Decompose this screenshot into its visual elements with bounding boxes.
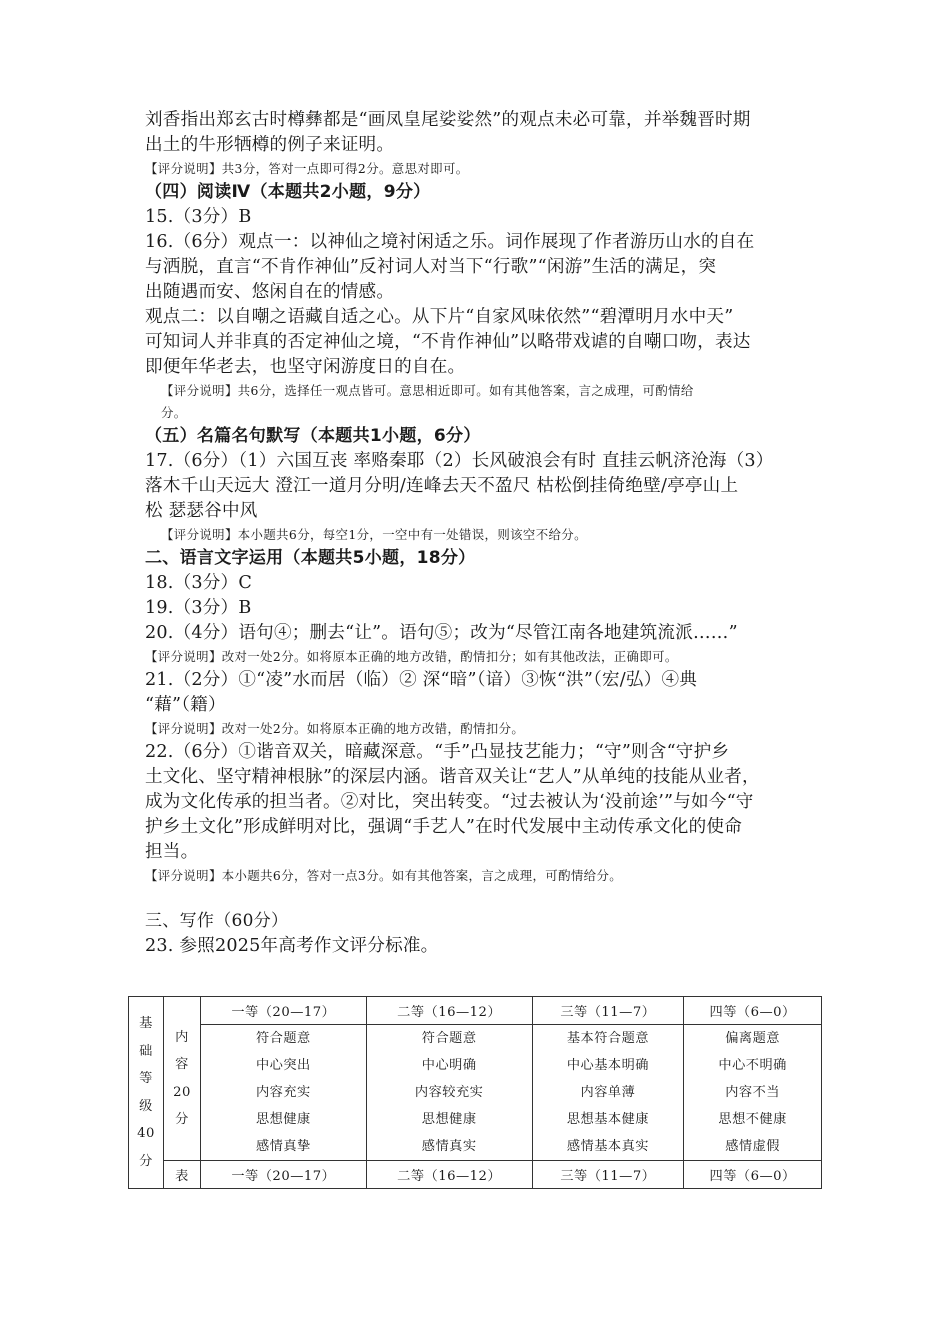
scoring-note: 【评分说明】共3分，答对一点即可得2分。意思对即可。 [145, 161, 469, 176]
grade-content-2: 符合题意 中心明确 内容较充实 思想健康 感情真实 [366, 1025, 532, 1161]
section-heading-language: 二、语言文字运用（本题共5小题，18分） [145, 548, 476, 568]
grade-content-4: 偏离题意 中心不明确 内容不当 思想不健康 感情虚假 [684, 1025, 822, 1161]
answer-21: 21.（2分）①“凌”水而居（临）② 深“暗”（谙）③恢“洪”（宏/弘）④典 [145, 670, 698, 690]
grade-header: 三等（11—7） [532, 1161, 684, 1189]
grade-header: 四等（6—0） [684, 997, 822, 1025]
scoring-note: 【评分说明】共6分，选择任一观点皆可。意思相近即可。如有其他答案，言之成理，可酌情给 [161, 383, 694, 398]
answer-18: 18.（3分）C [145, 573, 253, 593]
grade-header: 四等（6—0） [684, 1161, 822, 1189]
grade-header: 一等（20—17） [201, 1161, 367, 1189]
scoring-note: 【评分说明】本小题共6分，每空1分，一空中有一处错误，则该空不给分。 [161, 527, 587, 542]
section-heading-recitation: （五）名篇名句默写（本题共1小题，6分） [145, 426, 481, 446]
text-line: 护乡土文化”形成鲜明对比，强调“手艺人”在时代发展中主动传承文化的使命 [145, 817, 742, 837]
grade-header: 三等（11—7） [532, 997, 684, 1025]
answer-20: 20.（4分）语句④；删去“让”。语句⑤；改为“尽管江南各地建筑流派……” [145, 623, 738, 643]
text-line: 与洒脱，直言“不肯作神仙”反衬词人对当下“行歌”“闲游”生活的满足，突 [145, 257, 717, 277]
text-line: 可知词人并非真的否定神仙之境，“不肯作神仙”以略带戏谑的自嘲口吻，表达 [145, 332, 751, 352]
answer-19: 19.（3分）B [145, 598, 252, 618]
text-line: 观点二：以自嘲之语藏自适之心。从下片“自家风味依然”“碧潭明月水中天” [145, 307, 734, 327]
answer-22: 22.（6分）①谐音双关，暗藏深意。“手”凸显技艺能力；“守”则含“守护乡 [145, 742, 730, 762]
section-heading-writing: 三、写作（60分） [145, 911, 289, 931]
text-line: 出随遇而安、悠闲自在的情感。 [145, 282, 395, 302]
text-line: “藉”（籍） [145, 695, 226, 715]
expression-label: 表 [164, 1161, 201, 1189]
answer-23: 23. 参照2025年高考作文评分标准。 [145, 936, 439, 956]
scoring-note: 【评分说明】本小题共6分，答对一点3分。如有其他答案，言之成理，可酌情给分。 [145, 868, 623, 883]
text-line: 出土的牛形牺樽的例子来证明。 [145, 135, 395, 155]
section-heading-reading-4: （四）阅读Ⅳ（本题共2小题，9分） [145, 182, 431, 202]
text-line: 落木千山天远大 澄江一道月分明/连峰去天不盈尺 枯松倒挂倚绝壁/亭亭山上 [145, 476, 739, 496]
grade-header: 一等（20—17） [201, 997, 367, 1025]
scoring-note: 【评分说明】改对一处2分。如将原本正确的地方改错，酌情扣分；如有其他改法，正确即可。 [145, 649, 678, 664]
text-line: 刘香指出郑玄古时樽彝都是“画凤皇尾娑娑然”的观点未必可靠，并举魏晋时期 [145, 110, 751, 130]
answer-16: 16.（6分）观点一：以神仙之境衬闲适之乐。词作展现了作者游历山水的自在 [145, 232, 755, 252]
grade-header: 二等（16—12） [366, 1161, 532, 1189]
answer-15: 15.（3分）B [145, 207, 252, 227]
grading-table [128, 996, 822, 1189]
text-line: 成为文化传承的担当者。②对比，突出转变。“过去被认为‘没前途’”与如今“守 [145, 792, 754, 812]
grade-content-1: 符合题意 中心突出 内容充实 思想健康 感情真挚 [201, 1025, 367, 1161]
answer-17: 17.（6分）（1）六国互丧 率赂秦耶（2）长风破浪会有时 直挂云帆济沧海（3） [145, 451, 774, 471]
text-line: 即便年华老去，也坚守闲游度日的自在。 [145, 357, 466, 377]
text-line: 担当。 [145, 842, 199, 862]
grade-content-3: 基本符合题意 中心基本明确 内容单薄 思想基本健康 感情基本真实 [532, 1025, 684, 1161]
base-level-label: 基 础 等 级 40 分 [129, 997, 164, 1189]
grade-header: 二等（16—12） [366, 997, 532, 1025]
text-line: 松 瑟瑟谷中风 [145, 501, 258, 521]
scoring-note: 【评分说明】改对一处2分。如将原本正确的地方改错，酌情扣分。 [145, 721, 525, 736]
scoring-note: 分。 [161, 405, 187, 420]
content-label: 内 容 20 分 [164, 997, 201, 1161]
answer-text [145, 108, 813, 959]
text-line: 土文化、坚守精神根脉”的深层内涵。谐音双关让“艺人”从单纯的技能从业者， [145, 767, 760, 787]
